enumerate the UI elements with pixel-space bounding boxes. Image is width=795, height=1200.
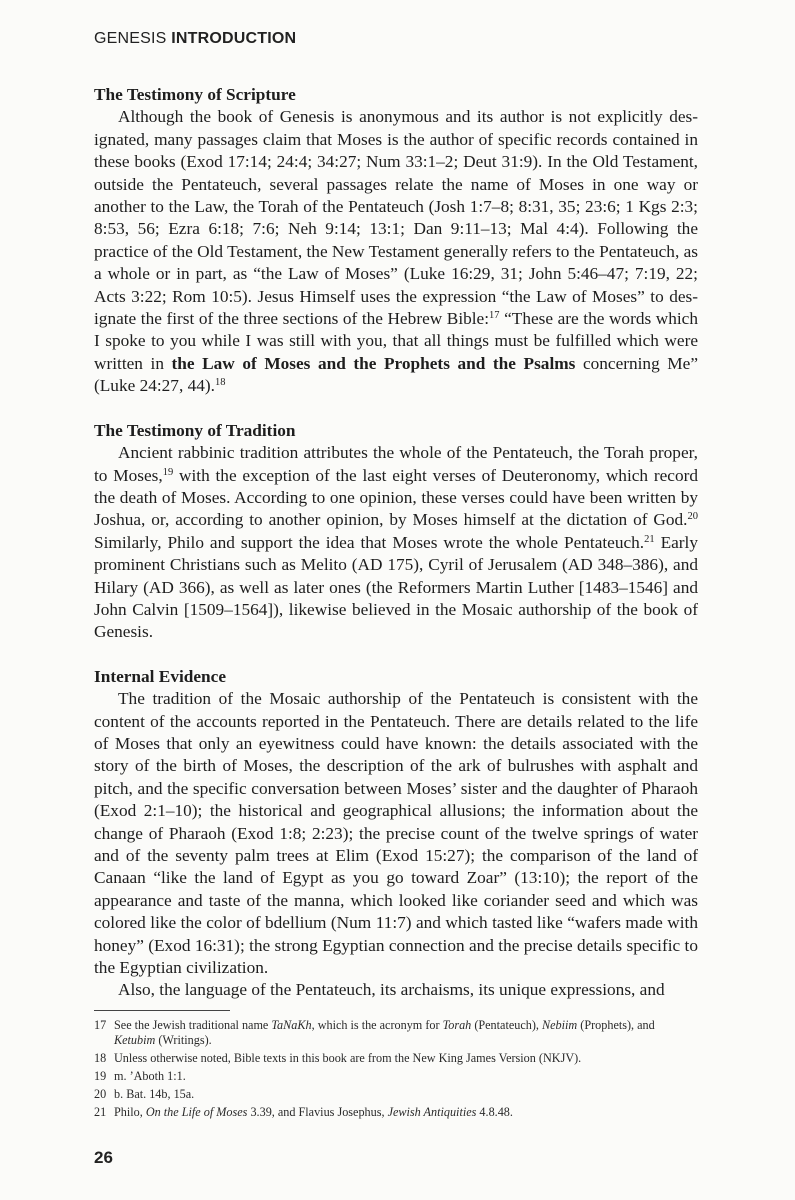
section-heading: The Testimony of Scripture [94,85,296,104]
italic-text: Jewish Antiquities [387,1105,477,1119]
footnote-text [114,1087,698,1102]
footnote-rule [94,1010,230,1011]
text-run: Although the book of Genesis is anonymous and its author is not explicitly designated, many passages claim that Moses is the author of specific records contained in these books (Exod 17:14; 24:4; 34:27; Num 33:1–2; Deut 31:9). In the Old Testament, outside the Pentateuch, several passages relate the name of Moses in one way or another to the Law, the Torah of the Pentateuch (Josh 1:7–8; 8:31, 35; 23:6; 1 Kgs 2:3; 8:53, 56; Ezra 6:18; 7:6; Neh 9:14; 13:1; Dan 9:11–13; Mal 4:4). Following the practice of the Old Testament, the New Testament generally refers to the Pentateuch, as a whole or in part, as “the Law of Moses” (Luke 16:29, 31; John 5:46–47; 7:19, 22; Acts 3:22; Rom 10:5). Jesus Himself uses the expression “the Law of Moses” to designate the first of the three sections of the Hebrew Bible: [94,107,698,329]
footnotes [94,1010,698,1123]
text-run: (Prophets), and [577,1018,655,1032]
text-run: See the Jewish traditional name [114,1018,272,1032]
paragraph [94,442,698,644]
footnote-number: 21 [94,1105,107,1119]
running-head [94,30,296,48]
footnote-list [94,1018,698,1120]
footnote-ref: 21 [644,533,655,545]
section-heading: The Testimony of Tradition [94,420,296,440]
footnote-text [114,1018,698,1048]
text-run: Unless otherwise noted, Bible texts in this book are from the New King James Version (NKJV). [114,1051,582,1065]
text-run: Early prominent Christians such as Melito (AD 175), Cyril of Jerusalem (AD 348–386), and Hilary (AD 366), as well as later ones (the Reformers Martin Luther [1483–1546] and John Calvin [1509–1564]), likewise believed in the Mosaic authorship of the book of Genesis. [94,532,698,642]
footnote-text [114,1051,698,1066]
running-head-section: INTRODUCTION [171,30,297,47]
italic-text: Ketubim [114,1033,156,1047]
footnote [94,1105,698,1120]
footnote-number: 18 [94,1051,107,1065]
text-run: Also, the language of the Pentateuch, its archaisms, its unique expressions, and [118,980,665,1000]
main-text [94,84,698,1002]
footnote-number: 20 [94,1087,107,1101]
italic-text: On the Life of Moses [145,1105,248,1119]
text-run: with the exception of the last eight verses of Deuteronomy, which record the death of Moses. According to one opinion, these verses could have been written by Joshua, or, according to another opinion, by Moses himself at the dictation of God. [94,465,698,530]
text-run: , which is the acronym for [311,1018,443,1032]
footnote-ref: 18 [214,377,226,389]
text-run: m. ʼAboth 1:1. [114,1069,186,1083]
text-run: 3.39, and Flavius Josephus, [247,1105,388,1119]
text-run: 4.8.48. [476,1105,513,1119]
footnote-number: 19 [94,1069,107,1083]
text-run: Ancient rabbinic tradition attributes the whole of the Pentateuch, the Torah proper, to Moses, [94,443,698,485]
italic-text: Nebiim [542,1018,578,1032]
italic-text: Torah [442,1018,472,1032]
footnote-number: 17 [94,1018,107,1032]
italic-text: TaNaKh [271,1018,312,1032]
paragraph [94,688,698,979]
text-run: b. Bat. 14b, 15a. [114,1087,195,1101]
section-gap [94,644,698,666]
footnote-ref: 17 [489,310,500,322]
footnote-text [114,1105,698,1120]
paragraph [94,979,698,1001]
running-head-book: GENESIS [94,30,167,47]
text-run: “These are the words which I spoke to you while I was still with you, that all things must be fulfilled which were written in [94,309,698,373]
section-heading: Internal Evidence [94,666,227,686]
text-run: The tradition of the Mosaic authorship of the Pentateuch is consistent with the content of the accounts reported in the Pentateuch. There are details related to the life of Moses that only an eyewitness could have known: the details associated with the story of the birth of Moses, the description of the ark of bulrushes with asphalt and pitch, and the specific conversation between Moses’ sister and the daughter of Pharaoh (Exod 2:1–10); the historical and geographical allusions; the information about the change of Pharaoh (Exod 1:8; 2:23); the precise count of the twelve springs of water and of the seventy palm trees at Elim (Exod 15:27); the comparison of the land of Canaan “like the land of Egypt as you go toward Zoar” (13:10); the report of the appearance and taste of the manna, which looked like coriander seed and which was colored like the color of bdellium (Num 11:7) and which tasted like “wafers made with honey” (Exod 16:31); the strong Egyptian connection and the precise details specific to the Egyptian civilization. [94,689,698,978]
section-gap [94,398,698,420]
text-run: (Writings). [155,1033,212,1047]
text-run: Philo, [114,1105,146,1119]
footnote [94,1087,698,1102]
paragraph [94,106,698,397]
bold-emphasis: the Law of Moses and the Prophets and the Psalms [171,353,576,373]
text-run: Similarly, Philo and support the idea that Moses wrote the whole Pentateuch. [94,532,645,552]
footnote-text [114,1069,698,1084]
text-run: (Pentateuch), [471,1018,542,1032]
page-number: 26 [94,1148,113,1167]
footnote [94,1018,698,1048]
footnote-ref: 19 [162,466,174,478]
text-run: concerning Me” (Luke 24:27, 44). [94,353,698,396]
footnote [94,1051,698,1066]
footnote [94,1069,698,1084]
footnote-ref: 20 [687,511,698,523]
